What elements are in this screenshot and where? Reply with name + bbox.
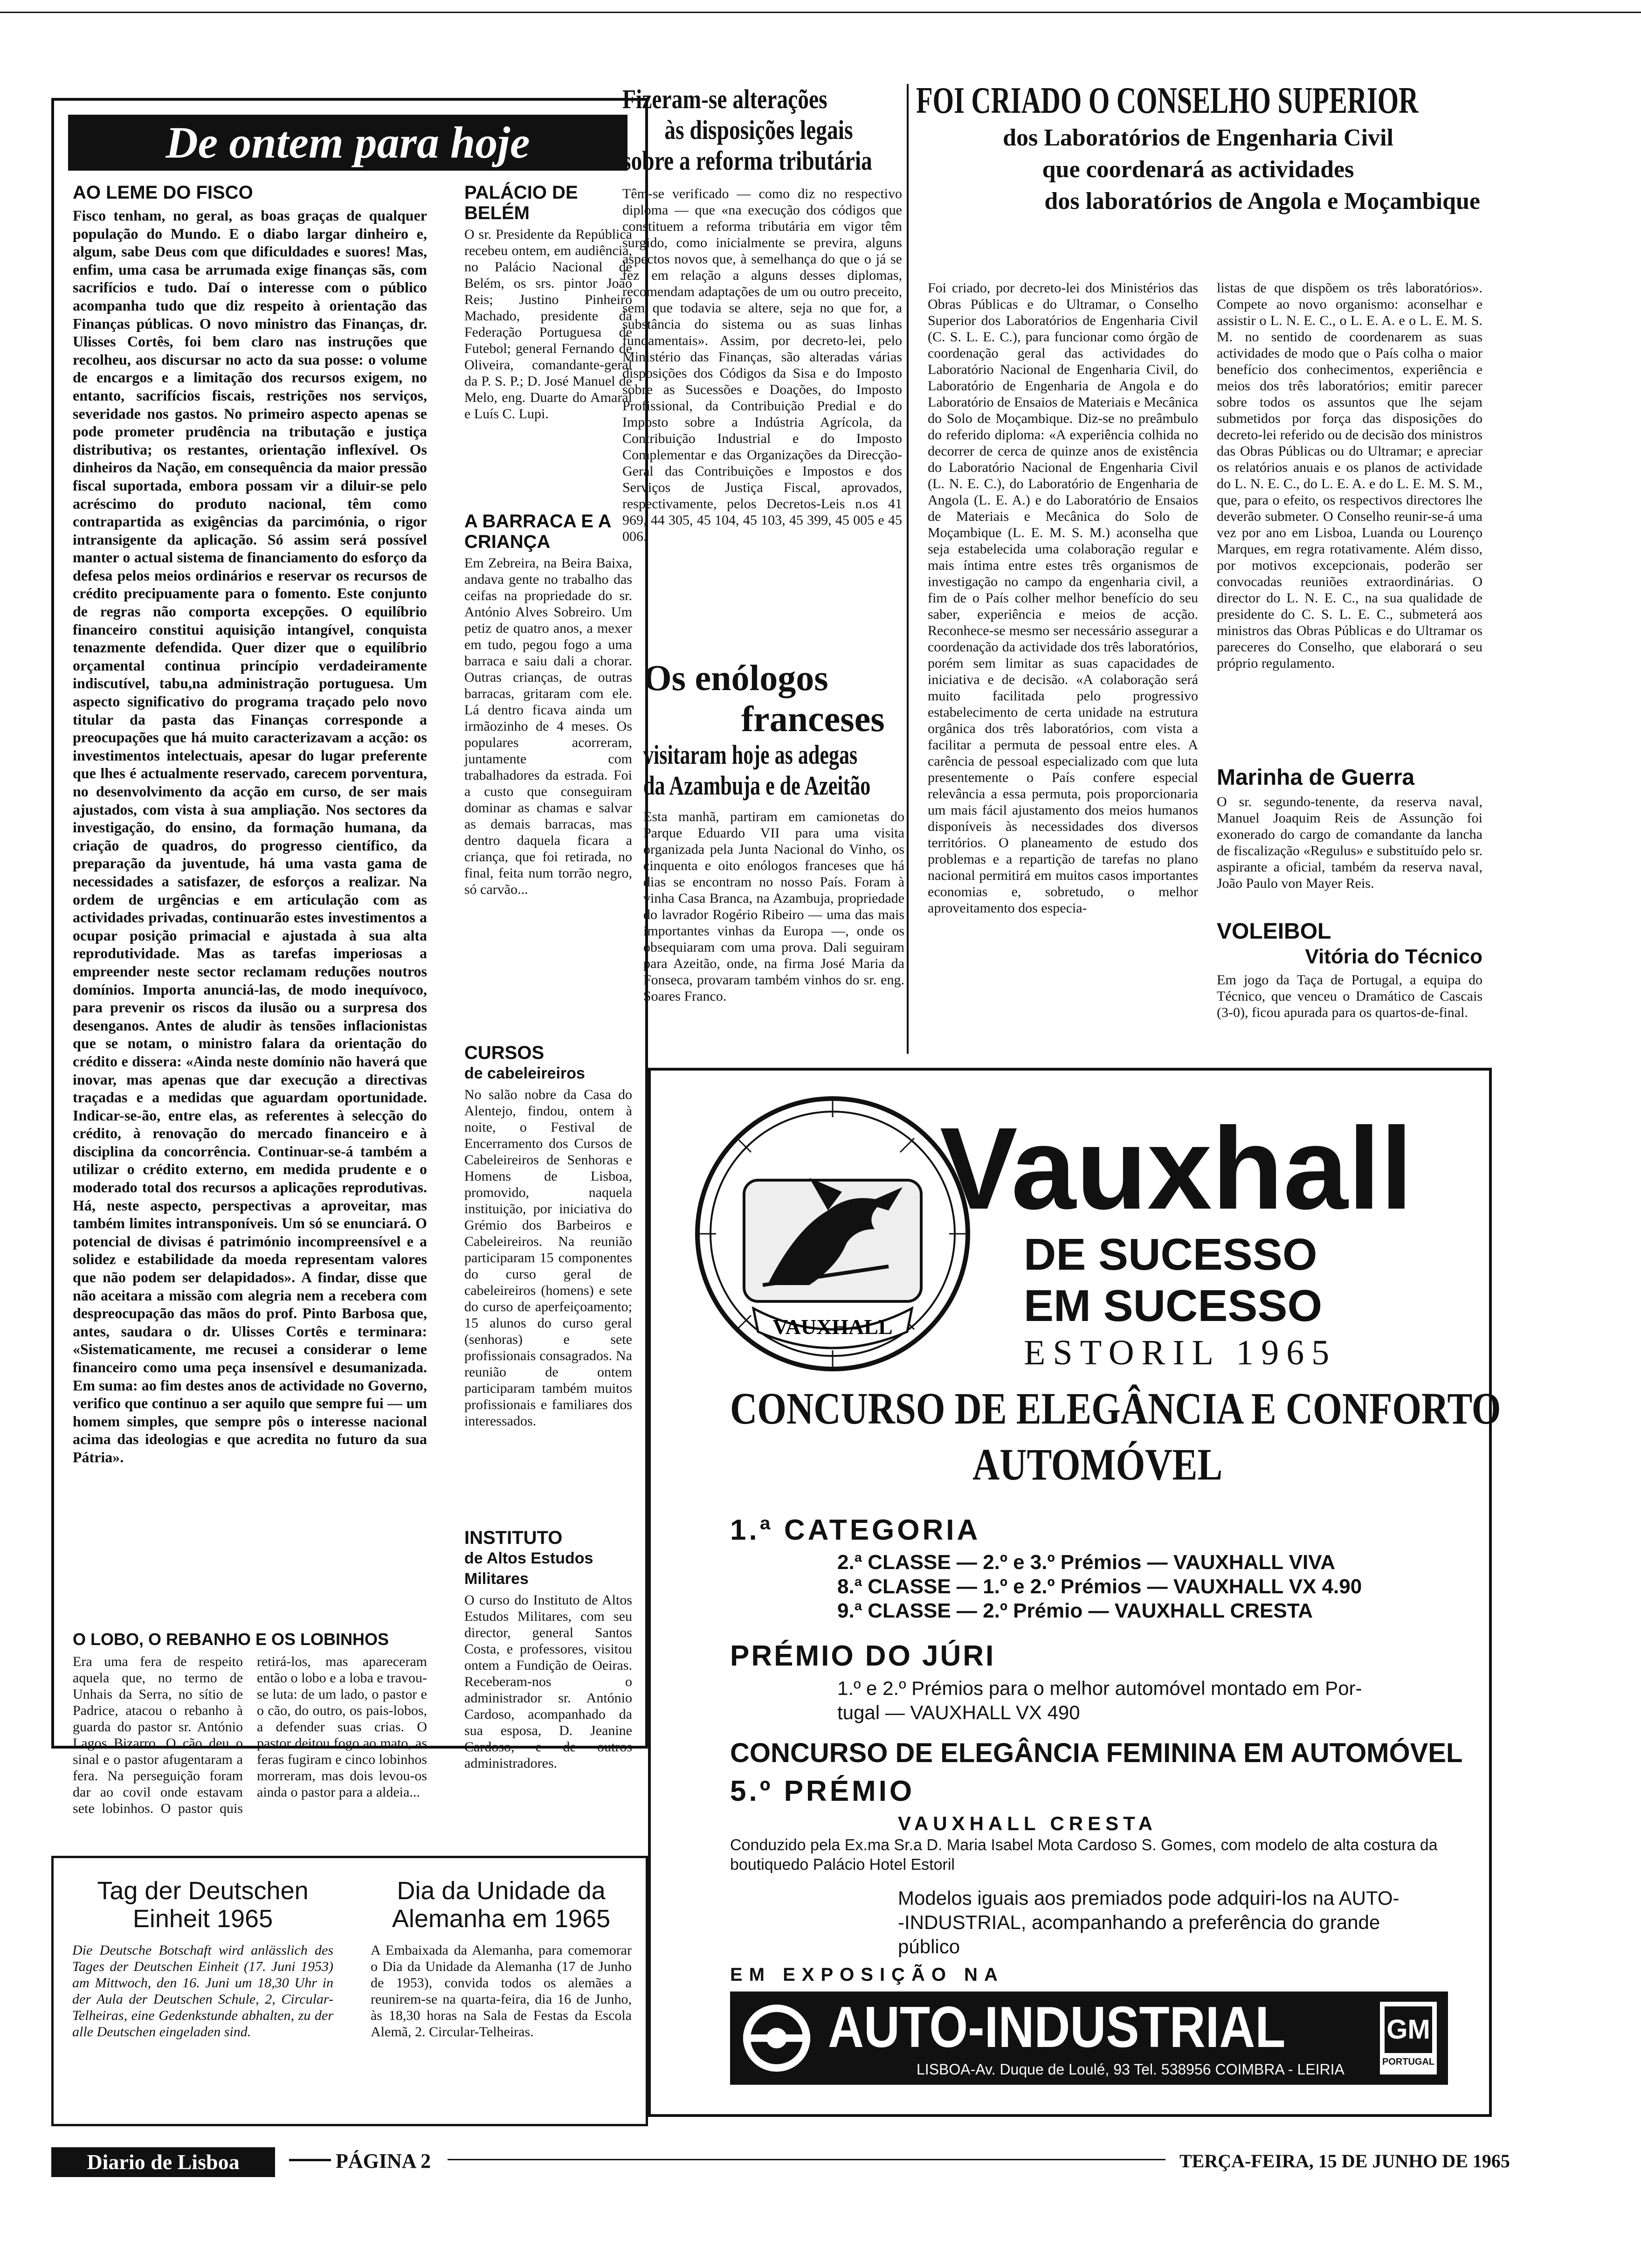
issue-date: TERÇA-FEIRA, 15 DE JUNHO DE 1965 xyxy=(1179,2150,1510,2171)
ad-exposition: EM EXPOSIÇÃO NA xyxy=(730,1964,1004,1985)
gm-logo-mark: GM xyxy=(1385,2006,1432,2053)
article-heading: AO LEME DO FISCO xyxy=(73,182,253,203)
headline-line: dos laboratórios de Angola e Moçambique xyxy=(1044,188,1480,214)
article-body: O sr. Presidente da República recebeu ontem, em audiência, no Palácio Nacional de Belém, os srs. pintor João Reis; Justino Pinheiro Machado, presidente da Federação Portuguesa de Futebol; general Fernando de Oliveira, comandante-geral da P. S. P.; D. José Manuel de Melo, eng. Duarte do Amaral e Luís C. Lupi. xyxy=(464,227,632,422)
ad-jury-text: 1.º e 2.º Prémios para o melhor automóvel montado em Por- xyxy=(837,1677,1362,1699)
article-body: O curso do Instituto de Altos Estudos Militares, com seu director, general Santos Costa, e professores, visitou ontem a Fundição de Oeiras. Receberam-nos o administrador sr. António Cardoso, acompanhado da sua esposa, D. Jeanine Cardoso, e de outros administradores. xyxy=(464,1592,632,1771)
notice-body: A Embaixada da Alemanha, para comemorar o Dia da Unidade da Alemanha (17 de Junho de 1953), convida todos os alemães a reunirem-se na quarta-feira, dia 16 de Junho, às 18,30 horas na Sala de Festas da Escola Alemã, 2. Circular-Telheiras. xyxy=(371,1943,632,2040)
article-body: Têm-se verificado — como diz no respectivo diploma — que «na execução dos códigos que constituem a reforma tributária em vigor têm surgido, como inicialmente se previra, alguns aspectos novos que, à semelhança do que o já se fez em relação a alguns desses diplomas, recomendam adaptações de um ou outro preceito, sem que todavia se altere, seja no que for, a substância do sistema ou as suas linhas fundamentais». Assim, por decreto-lei, pelo Ministério das Finanças, são alteradas várias disposições dos Códigos da Sisa e do Imposto sobre as Sucessões e Doações, do Imposto Profissional, da Contribuição Predial e do Imposto sobre a Indústria Agrícola, da Contribuição Industrial e do Imposto Complementar e das Organizações da Direcção-Geral das Contribuições e Impostos e dos Serviços de Justiça Fiscal, aprovados, respectivamente, pelos Decretos-Leis n.os 41 969, 44 305, 45 104, 45 103, 45 399, 45 005 e 45 006. xyxy=(622,186,902,544)
headline-main: FOI CRIADO O CONSELHO SUPERIOR xyxy=(916,80,1419,121)
ad-category-row: 2.ª CLASSE — 2.º e 3.º Prémios — VAUXHALL VIVA xyxy=(837,1551,1336,1574)
article-cursos xyxy=(464,1043,632,1429)
article-barraca xyxy=(464,511,632,898)
article-heading: A BARRACA E A CRIANÇA xyxy=(464,511,611,552)
ad-models-text: Modelos iguais aos premiados pode adquiri-los na AUTO- xyxy=(898,1887,1400,1909)
article-body: Esta manhã, partiram em camionetas do Parque Eduardo VII para uma visita organizada pela Junta Nacional do Vinho, os cinquenta e oito enólogos franceses que há dias se encontram no nosso País. Foram à vinha Casa Branca, na Azambuja, propriedade do lavrador Rogério Ribeiro — uma das mais importantes vinhas da Europa —, onde os obsequiaram com uma prova. Dali seguiram para Azeitão, onde, na firma José Maria da Fonseca, provaram também vinhos do sr. eng. Soares Franco. xyxy=(643,809,904,1004)
article-instituto xyxy=(464,1528,632,1771)
dealer-wheel-icon xyxy=(739,2001,814,2075)
notice-title: Dia da Unidade da Alemanha em 1965 xyxy=(392,1877,611,1933)
vauxhall-advertisement xyxy=(648,1068,1501,2117)
article-body: Era uma fera de respeito aquela que, no termo de Unhais da Serra, no sítio de Padrice, atacou o rebanho à guarda do pastor sr. António Lagos Bizarro. O cão deu o sinal e o pastor afugentaram a fera. Na perseguição foram dar ao covil onde estavam sete lobinhos. O pastor quis retirá-los, mas apareceram então o lobo e a loba e travou-se luta: de um lado, o pastor e o cão, do outro, os pais-lobos, a defender suas crias. O pastor deitou fogo ao mato, as feras fugiram e cinco lobinhos morreram, mas dois levou-os ainda o pastor para a aldeia... xyxy=(73,1654,427,1816)
article-fiscal xyxy=(622,84,902,545)
left-column-box xyxy=(51,98,648,1816)
ad-models-text: -INDUSTRIAL, acompanhando a preferência do grande xyxy=(898,1911,1380,1933)
notice-body: Die Deutsche Botschaft wird anlässlich des Tages der Deutschen Einheit (17. Juni 1953) am Mittwoch, den 16. Juni um 18,30 Uhr in der Aula der Deutschen Schule, 2, Circular-Telheiras, eine Gedenkstunde abhalten, zu der alle Deutschen eingeladen sind. xyxy=(72,1943,333,2040)
top-rule xyxy=(0,12,1641,13)
gm-logo xyxy=(1378,2000,1439,2076)
dealer-banner xyxy=(730,1991,1448,2085)
article-leme-fisco xyxy=(73,182,427,1466)
article-marinha xyxy=(1217,765,1482,892)
ad-feminine-car: VAUXHALL CRESTA xyxy=(898,1812,1158,1834)
ad-tagline: EM SUCESSO xyxy=(1024,1281,1323,1331)
article-belem xyxy=(464,182,632,422)
banner: De ontem para hoje xyxy=(68,115,627,171)
article-subheading: de cabeleireiros xyxy=(464,1065,585,1082)
ad-contest-title: CONCURSO DE ELEGÂNCIA E CONFORTO xyxy=(730,1383,1501,1433)
masthead-logo: Diario de Lisboa xyxy=(51,2147,275,2177)
ad-tagline: DE SUCESSO xyxy=(1024,1230,1317,1279)
headline-line: Fizeram-se alterações xyxy=(622,84,827,114)
article-laboratorios xyxy=(916,79,1480,217)
headline-line: visitaram hoje as adegas xyxy=(643,740,858,770)
footer-rule xyxy=(289,2159,331,2161)
dealer-address: LISBOA-Av. Duque de Loulé, 93 Tel. 538956 COIMBRA - LEIRIA xyxy=(917,2061,1345,2078)
page-number: PÁGINA 2 xyxy=(336,2150,431,2172)
notice-title: Tag der Deutschen Einheit 1965 xyxy=(97,1877,309,1933)
article-heading: VOLEIBOL xyxy=(1217,919,1331,944)
ad-category-title: 1.ª CATEGORIA xyxy=(730,1514,981,1546)
vauxhall-emblem xyxy=(688,1089,977,1378)
headline-line: sobre a reforma tributária xyxy=(622,145,872,176)
column-rule xyxy=(907,84,909,1054)
headline-line: Os enólogos xyxy=(643,657,828,698)
article-body: O sr. segundo-tenente, da reserva naval, Manuel Joaquim Reis de Assunção foi exonerado do cargo de comandante da lancha de fiscalização «Regulus» e substituído pelo sr. aspirante a oficial, também da reserva naval, João Paulo von Mayer Reis. xyxy=(1217,794,1482,891)
vauxhall-brand: Vauxhall xyxy=(940,1103,1413,1233)
gm-country: PORTUGAL xyxy=(1382,2057,1435,2067)
ad-category-row: 8.ª CLASSE — 1.º e 2.º Prémios — VAUXHALL VX 4.90 xyxy=(837,1575,1362,1598)
article-body: No salão nobre da Casa do Alentejo, findou, ontem à noite, o Festival de Encerramento dos Cursos de Cabeleireiros de Senhoras e Homens de Lisboa, promovido, naquela instituição, por iniciativa do Grémio dos Barbeiros e Cabeleireiros. Na reunião participaram 15 componentes do curso geral de cabeleireiros (homens) e sete do curso de aperfeiçoamento; 15 alunos do curso geral (senhoras) e sete profissionais consagrados. Na reunião de ontem participaram também muitos profissionais e familiares dos interessados. xyxy=(464,1087,632,1429)
article-heading: PALÁCIO DE BELÉM xyxy=(464,182,578,223)
ad-feminine-prize: 5.º PRÉMIO xyxy=(730,1775,915,1807)
german-notice-pt xyxy=(371,1877,632,2040)
ad-event: ESTORIL 1965 xyxy=(1024,1333,1337,1372)
article-body: Em jogo da Taça de Portugal, a equipa do Técnico, que venceu o Dramático de Cascais (3-0), ficou apurada para os quartos-de-final. xyxy=(1217,972,1482,1020)
article-heading: O LOBO, O REBANHO E OS LOBINHOS xyxy=(73,1630,389,1649)
german-notice-box xyxy=(51,1856,648,2126)
article-body: Fisco tenham, no geral, as boas graças de qualquer população do Mundo. E o diabo largar dinheiro e, algum, sabe Deus com que dificuldades e suores! Mas, enfim, uma casa be arrumada exige finanças sãs, com sacrifícios e tudo. Daí o interesse com o público acompanha tudo que diz respeito à orientação das Finanças públicas. O novo ministro das Finanças, dr. Ulisses Cortês, foi bem claro nas instruções que recolheu, aos discursar no acto da sua posse: o volume de encargos e a limitação dos recursos exigem, no entanto, sacrifícios fiscais, restrições nos serviços, severidade nos gastos. No primeiro aspecto apenas se pode prometer prudência na tributação e justiça distributiva; os restantes, orientação inflexível. Os dinheiros da Nação, em consequência da maior pressão fiscal suportada, embora possam vir a diluir-se pelo acréscimo do produto nacional, têm como contrapartida as exigências da parcimónia, o rigor intransigente da aplicação. Só assim será possível manter o actual sistema de financiamento do esforço da defesa pelos meios ordinários e reservar os recursos de crédito precipuamente para o fomento. Este conjunto de regras não comporta excepções. O equilíbrio financeiro constitui aquisição intangível, conquista tenazmente defendida. Quer dizer que o equilíbrio orçamental continua princípio verdadeiramente indiscutível, tabu,na administração portuguesa. Um aspecto significativo do programa traçado pelo novo titular da pasta das Finanças corresponde a preocupações que há muito caracterizavam a acção: os investimentos intelectuais, apesar do lugar preferente que lhes é actualmente reservado, carecem porventura, no desenvolvimento da acção em curso, de ser mais ajustados, com vista à sua ampliação. Nos sectores da investigação, do ensino, da formação humana, da criação de quadros, do progresso científico, da preparação da juventude, há uma vasta gama de necessidades a satisfazer, de esforços a realizar. Na ordem de urgências e em articulação com as actividades privadas, continuarão estes investimentos a ocupar posição primacial e ajustada à sua alta reprodutividade. Mas as tarefas imperiosas a empreender neste sector reclamam reduções noutros domínios. Importa anunciá-las, de modo inequívoco, para prevenir os riscos da ilusão ou a surpresa dos desenganos. Antes de aludir às tensões inflacionistas que se notam, o ministro falara da orientação do crédito e dissera: «Ainda neste domínio não haverá que inovar, mas apenas que dar execução a directivas traçadas e a medidas que aguardam oportunidade. Indicar-se-ão, entre elas, as referentes à selecção do crédito, à renovação do mercado financeiro e à disciplina da concorrência. Continuar-se-á também a utilizar o crédito externo, em medida prudente e o moderado total dos recursos a aplicações reprodutivas. Há, neste aspecto, perspectivas a aproveitar, mas também limites intransponíveis. Um só se enunciará. O potencial de divisas é património incompreensível e a solidez e estabilidade da moeda representam valores que não podem ser delapidados». A findar, disse que não aceitara a missão com alegria nem a recebera com despreocupação das mãos do prof. Pinto Barbosa que, antes, saudara o dr. Ulisses Cortês e terminara: «Sistematicamente, me recusei a considerar o leme financeiro como uma peça insensível e desumanizada. Em suma: ao fim destes anos de actividade no Governo, verifico que continuo a ser aquilo que sempre fui — um homem simples, que sempre pôs o interesse nacional acima das ideologias e que acredita no futuro da sua Pátria». xyxy=(73,207,427,1466)
footer-rule xyxy=(448,2159,1165,2160)
article-enologos xyxy=(643,657,904,1004)
ad-contest-title: AUTOMÓVEL xyxy=(972,1439,1223,1489)
headline-line: que coordenará as actividades xyxy=(1042,156,1354,183)
headline-line: da Azambuja e de Azeitão xyxy=(643,770,871,801)
ad-feminine-title: CONCURSO DE ELEGÂNCIA FEMININA EM AUTOMÓVEL xyxy=(730,1738,1463,1768)
headline-line: às disposições legais xyxy=(664,115,853,145)
article-voleibol xyxy=(1217,919,1482,1021)
article-heading: INSTITUTO xyxy=(464,1528,563,1548)
article-heading: CURSOS xyxy=(464,1043,545,1063)
article-subheading: Vitória do Técnico xyxy=(1305,945,1482,968)
ad-jury-title: PRÉMIO DO JÚRI xyxy=(730,1640,996,1672)
labs-body-col2: listas de que dispõem os três laboratórios». Compete ao novo organismo: aconselhar e assistir o L. N. E. C., o L. E. A. e o L. E. M. S. M. no sentido de coordenarem as suas actividades de modo que o País colha o maior benefício dos conhecimentos, experiência e meios dos três laboratórios; emitir parecer sobre todos os assuntos que lhe sejam submetidos por força das disposições do decreto-lei referido ou de decisão dos ministros das Obras Públicas ou do Ultramar; e apreciar os relatórios anuais e os planos de actividade do L. N. E. C., do L. E. A. e do L. E. M. S. M., que, para o efeito, os respectivos directores lhe deverão submeter. O Conselho reunir-se-á uma vez por ano em Lisboa, Luanda ou Lourenço Marques, em regra rotativamente. Além disso, por motivos excepcionais, poderão ser convocadas reuniões extraordinárias. O director do L. N. E. C., na sua qualidade de presidente do C. S. L. E. C., submeterá aos ministros das Obras Públicas e do Ultramar os pareceres do Conselho, que elaborará o seu próprio regulamento. xyxy=(1217,280,1482,671)
headline-line: dos Laboratórios de Engenharia Civil xyxy=(1003,124,1393,151)
dealer-name: AUTO-INDUSTRIAL xyxy=(828,1995,1286,2060)
article-heading: Marinha de Guerra xyxy=(1217,765,1415,790)
headline-line: franceses xyxy=(741,698,885,739)
article-body: Em Zebreira, na Beira Baixa, andava gente no trabalho das ceifas na propriedade do sr. António Alves Sobreiro. Um petiz de quatro anos, a mexer em tudo, pegou fogo a uma barraca e saiu dali a chorar. Outras crianças, de outras barracas, gritaram com ele. Lá dentro ficava ainda um irmãozinho de 4 meses. Os populares acorreram, juntamente com trabalhadores da estrada. Foi a custo que conseguiram dominar as chamas e salvar as demais barracas, mas dentro daquela ficara a criança, que foi retirada, no final, feita num torrão negro, só carvão... xyxy=(464,555,632,897)
emblem-text: VAUXHALL xyxy=(772,1315,893,1339)
labs-body-col1: Foi criado, por decreto-lei dos Ministérios das Obras Públicas e do Ultramar, o Conselho Superior dos Laboratórios de Engenharia Civil (C. S. L. E. C.), para funcionar como órgão de coordenação geral das actividades do Laboratório Nacional de Engenharia Civil, do Laboratório de Engenharia de Angola e do Laboratório de Ensaios de Materiais e Mecânica do Solo de Moçambique. Diz-se no preâmbulo do referido diploma: «A experiência colhida no decorrer de cerca de quinze anos de existência do Laboratório Nacional de Engenharia Civil (L. N. E. C.), do Laboratório de Engenharia de Angola (L. E. A.) e do Laboratório de Ensaios de Materiais e Mecânica do Solo de Moçambique (L. E. M. S. M.) aconselha que seja estabelecida uma colaboração regular e mais íntima entre estes três organismos de investigação no campo da engenharia civil, a fim de o País colher melhor benefício do seu saber, experiência e meios de acção. Reconhece-se mesmo ser necessário assegurar a coordenação da actividade dos três laboratórios, porém sem limitar as suas capacidades de iniciativa e de decisão. «A colaboração será muito facilitada pelo progressivo estabelecimento de certa unidade na estrutura orgânica dos três laboratórios, com vista a facilitar a permuta de pessoal entre eles. A carência de pessoal especializado com que luta presentemente o País confere especial relevância a essa permuta, pois proporcionaria um mais fácil ajustamento dos meios humanos disponíveis às necessidades dos diversos territórios. O planeamento de estudo dos problemas e a repartição de tarefas no plano nacional permitirá em muitos casos importantes economias e, sobretudo, o melhor aproveitamento dos especia- xyxy=(928,280,1198,916)
german-notice-de xyxy=(72,1877,333,2040)
ad-jury-text: tugal — VAUXHALL VX 490 xyxy=(837,1701,1080,1723)
ad-feminine-text: Conduzido pela Ex.ma Sr.a D. Maria Isabel Mota Cardoso S. Gomes, com modelo de alta costura da boutiquedo Palácio Hotel Estoril xyxy=(730,1836,1438,1874)
ad-models-text: público xyxy=(898,1936,960,1957)
ad-category-row: 9.ª CLASSE — 2.º Prémio — VAUXHALL CRESTA xyxy=(837,1599,1313,1622)
article-subheading: de Altos Estudos Militares xyxy=(464,1549,593,1588)
